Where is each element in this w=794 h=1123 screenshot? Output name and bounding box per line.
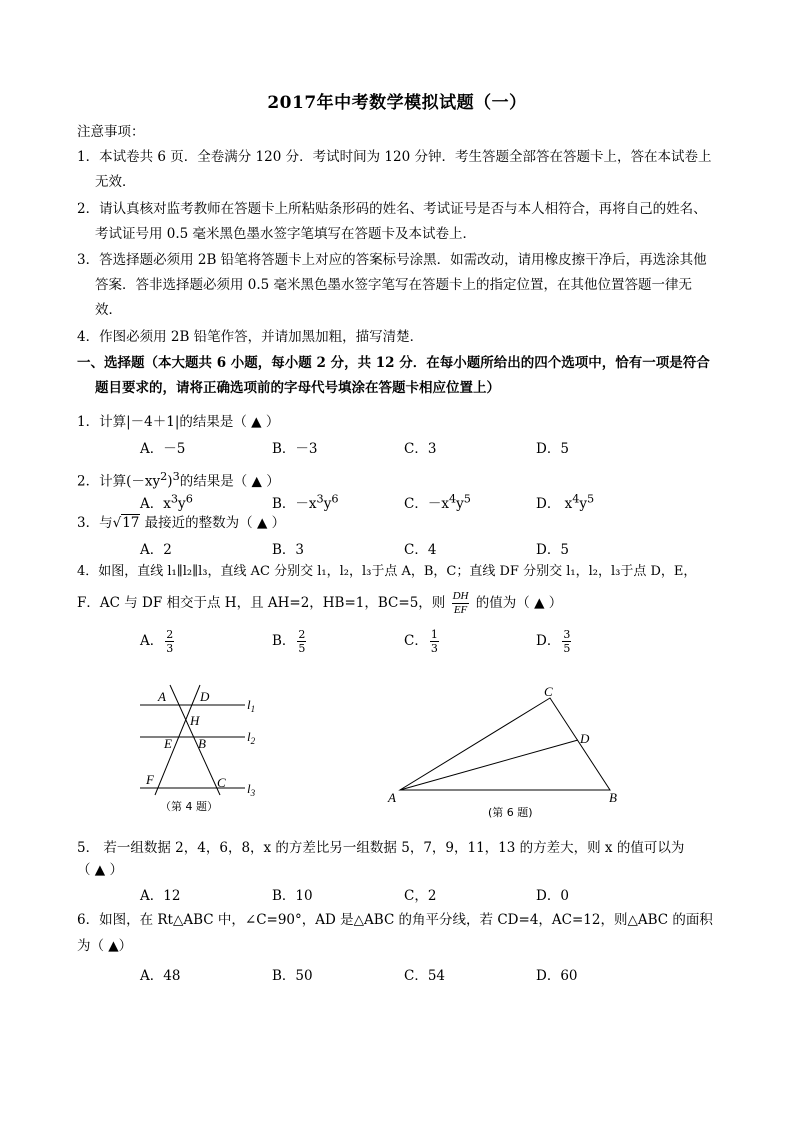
label-d: D (580, 731, 590, 746)
q5-option-c[interactable]: C，2 (404, 888, 437, 904)
q1-option-b[interactable]: B．－3 (272, 441, 318, 457)
q4-option-c[interactable] (404, 628, 441, 655)
q5-option-b[interactable]: B．10 (272, 888, 313, 904)
q1-stem-b: 的结果是（ ▲ ） (179, 414, 280, 430)
sqrt-sign: √ (112, 515, 122, 531)
label-c: C (544, 684, 553, 699)
q5-option-a[interactable]: A．12 (140, 888, 181, 904)
q4-option-a[interactable] (140, 628, 176, 655)
question-3-stem (77, 513, 285, 533)
figure-4-caption: （第 4 题） (160, 800, 218, 813)
q2-option-a[interactable] (140, 492, 193, 512)
segment-ad (400, 740, 578, 790)
label-c: C (217, 775, 226, 790)
q4-opt-b-label: B． (272, 633, 296, 649)
q2-option-b[interactable] (272, 492, 339, 512)
q4-opt-b-frac (297, 628, 306, 655)
q4-opt-d-num: 3 (563, 628, 571, 641)
q2-opt-b-sup1: 3 (316, 492, 324, 506)
q4-opt-a-num: 2 (166, 628, 174, 641)
q2-opt-a-mid: y (178, 496, 186, 512)
q6-option-c[interactable]: C．54 (404, 968, 446, 984)
figure-4 (130, 680, 280, 820)
q2-opt-a-sup2: 6 (185, 492, 193, 506)
q2-stem-a: 2．计算(－xy (77, 473, 161, 490)
label-a: A (388, 790, 396, 805)
q4-opt-d-label: D． (536, 633, 561, 649)
q2-option-d[interactable] (536, 492, 594, 512)
q4-opt-c-den: 3 (430, 642, 438, 655)
question-4-line2 (77, 588, 562, 618)
figure-6 (380, 680, 630, 820)
question-1-stem (77, 412, 279, 432)
notice-item: 考试证号用 0.5 毫米黑色墨水签字笔填写在答题卡及本试卷上． (95, 226, 477, 242)
q4-line2-a: F．AC 与 DF 相交于点 H，且 AH=2，HB=1，BC=5，则 (77, 595, 446, 611)
figure-6-caption: (第 6 题) (488, 806, 533, 819)
q1-option-c[interactable]: C．3 (404, 441, 437, 457)
q4-opt-c-label: C． (404, 633, 428, 649)
notice-heading: 注意事项： (77, 124, 145, 140)
notice-item: 无效． (95, 174, 136, 190)
q1-option-a[interactable]: A．－5 (140, 441, 186, 457)
q4-opt-d-den: 5 (563, 642, 571, 655)
q1-expr: |－4＋1| (126, 414, 180, 430)
q2-opt-d-sup1: 4 (572, 492, 580, 506)
q3-option-c[interactable]: C．4 (404, 542, 437, 558)
label-f: F (146, 772, 154, 787)
q2-opt-b-mid: y (323, 496, 332, 512)
question-5-line1: 5． 若一组数据 2，4，6，8，x 的方差比另一组数据 5，7，9，11，13 的方差大，则 x 的值可以为 (77, 840, 685, 856)
q2-opt-a-sup1: 3 (170, 492, 179, 506)
q5-option-d[interactable]: D．0 (536, 888, 569, 904)
q4-opt-b-den: 5 (298, 642, 306, 655)
page-title: 2017年中考数学模拟试题（一） (267, 93, 527, 113)
q2-sup1: 2 (160, 470, 168, 483)
q3-option-d[interactable]: D．5 (536, 542, 569, 558)
label-h: H (190, 713, 200, 728)
question-6-line1: 6．如图，在 Rt△ABC 中，∠C=90°，AD 是△ABC 的角平分线，若 CD=4，AC=12，则△ABC 的面积 (77, 912, 713, 928)
q3-stem-a: 3．与 (77, 515, 113, 531)
notice-item: 2．请认真核对监考教师在答题卡上所粘贴条形码的姓名、考试证号是否与本人相符合，再将自己的姓名、 (77, 201, 707, 217)
label-d: D (200, 689, 210, 704)
q2-opt-c-text: C．－x (404, 496, 449, 512)
q6-option-d[interactable]: D．60 (536, 968, 578, 984)
q2-opt-d-mid: y (579, 496, 588, 512)
q4-option-b[interactable] (272, 628, 308, 655)
q4-frac-den: EF (453, 604, 468, 616)
q4-opt-a-den: 3 (166, 642, 174, 655)
section-heading: 一、选择题（本大题共 6 小题，每小题 2 分，共 12 分．在每小题所给出的四个选项中，恰有一项是符合 (77, 355, 710, 371)
q2-option-c[interactable] (404, 492, 471, 512)
label-b: B (198, 736, 206, 751)
q2-stem-b: ) (167, 473, 173, 490)
notice-item: 3．答选择题必须用 2B 铅笔将答题卡上对应的答案标号涂黑．如需改动，请用橡皮擦干净后，再选涂其他 (77, 252, 707, 268)
q4-line2-b: 的值为（ ▲ ） (475, 595, 563, 611)
q3-stem-b: 最接近的整数为（ ▲ ） (140, 515, 286, 531)
q4-frac-num: DH (452, 590, 469, 602)
question-4-line1: 4．如图，直线 l₁∥l₂∥l₃，直线 AC 分别交 l₁，l₂，l₃于点 A，B，C；直线 DF 分别交 l₁，l₂，l₃于点 D，E， (77, 564, 697, 579)
notice-item: 1．本试卷共 6 页．全卷满分 120 分．考试时间为 120 分钟．考生答题全部答在答题卡上，答在本试卷上 (77, 149, 712, 165)
q4-opt-b-num: 2 (298, 628, 306, 641)
q2-opt-d-text: D． x (536, 496, 573, 512)
q3-radical: 17 (122, 515, 140, 531)
question-2-stem (77, 467, 280, 492)
notice-item: 效． (95, 302, 122, 318)
q1-option-d[interactable]: D．5 (536, 441, 569, 457)
q2-sup2: 3 (172, 470, 180, 483)
q4-option-d[interactable] (536, 628, 573, 655)
q2-stem-c: 的结果是（ ▲ ） (179, 473, 280, 490)
q4-opt-c-num: 1 (430, 628, 438, 641)
q3-option-a[interactable]: A．2 (140, 542, 172, 558)
section-heading-cont: 题目要求的，请将正确选项前的字母代号填涂在答题卡相应位置上） (95, 380, 500, 396)
q2-opt-b-sup2: 6 (331, 492, 339, 506)
notice-item: 4．作图必须用 2B 铅笔作答，并请加黑加粗，描写清楚． (77, 329, 424, 345)
label-l1: $l_1$ (247, 697, 256, 714)
label-l3: $l_3$ (247, 781, 256, 798)
q3-option-b[interactable]: B．3 (272, 542, 305, 558)
q4-opt-c-frac (430, 628, 439, 655)
q2-opt-c-sup2: 5 (463, 492, 471, 506)
question-6-line2: 为（ ▲） (77, 938, 133, 954)
q2-opt-a-text: A．x (140, 496, 171, 512)
q6-option-a[interactable]: A．48 (140, 968, 181, 984)
q4-opt-a-frac (165, 628, 174, 655)
q1-stem-a: 1．计算 (77, 414, 127, 430)
q4-opt-d-frac (562, 628, 571, 655)
q4-fraction (452, 590, 470, 617)
q2-opt-d-sup2: 5 (587, 492, 595, 506)
q2-opt-c-mid: y (456, 496, 464, 512)
notice-item: 答案．答非选择题必须用 0.5 毫米黑色墨水签字笔写在答题卡上的指定位置，在其他位置答题一律无 (95, 277, 693, 293)
q6-option-b[interactable]: B．50 (272, 968, 313, 984)
label-a: A (158, 689, 166, 704)
label-e: E (164, 736, 172, 751)
label-l2: $l_2$ (247, 729, 256, 746)
q2-opt-c-sup1: 4 (448, 492, 457, 506)
question-5-line2: （ ▲ ） (77, 862, 123, 878)
label-b: B (609, 790, 617, 805)
q4-opt-a-label: A． (140, 633, 164, 649)
triangle-abc (400, 698, 610, 790)
q2-opt-b-text: B．－x (272, 496, 317, 512)
